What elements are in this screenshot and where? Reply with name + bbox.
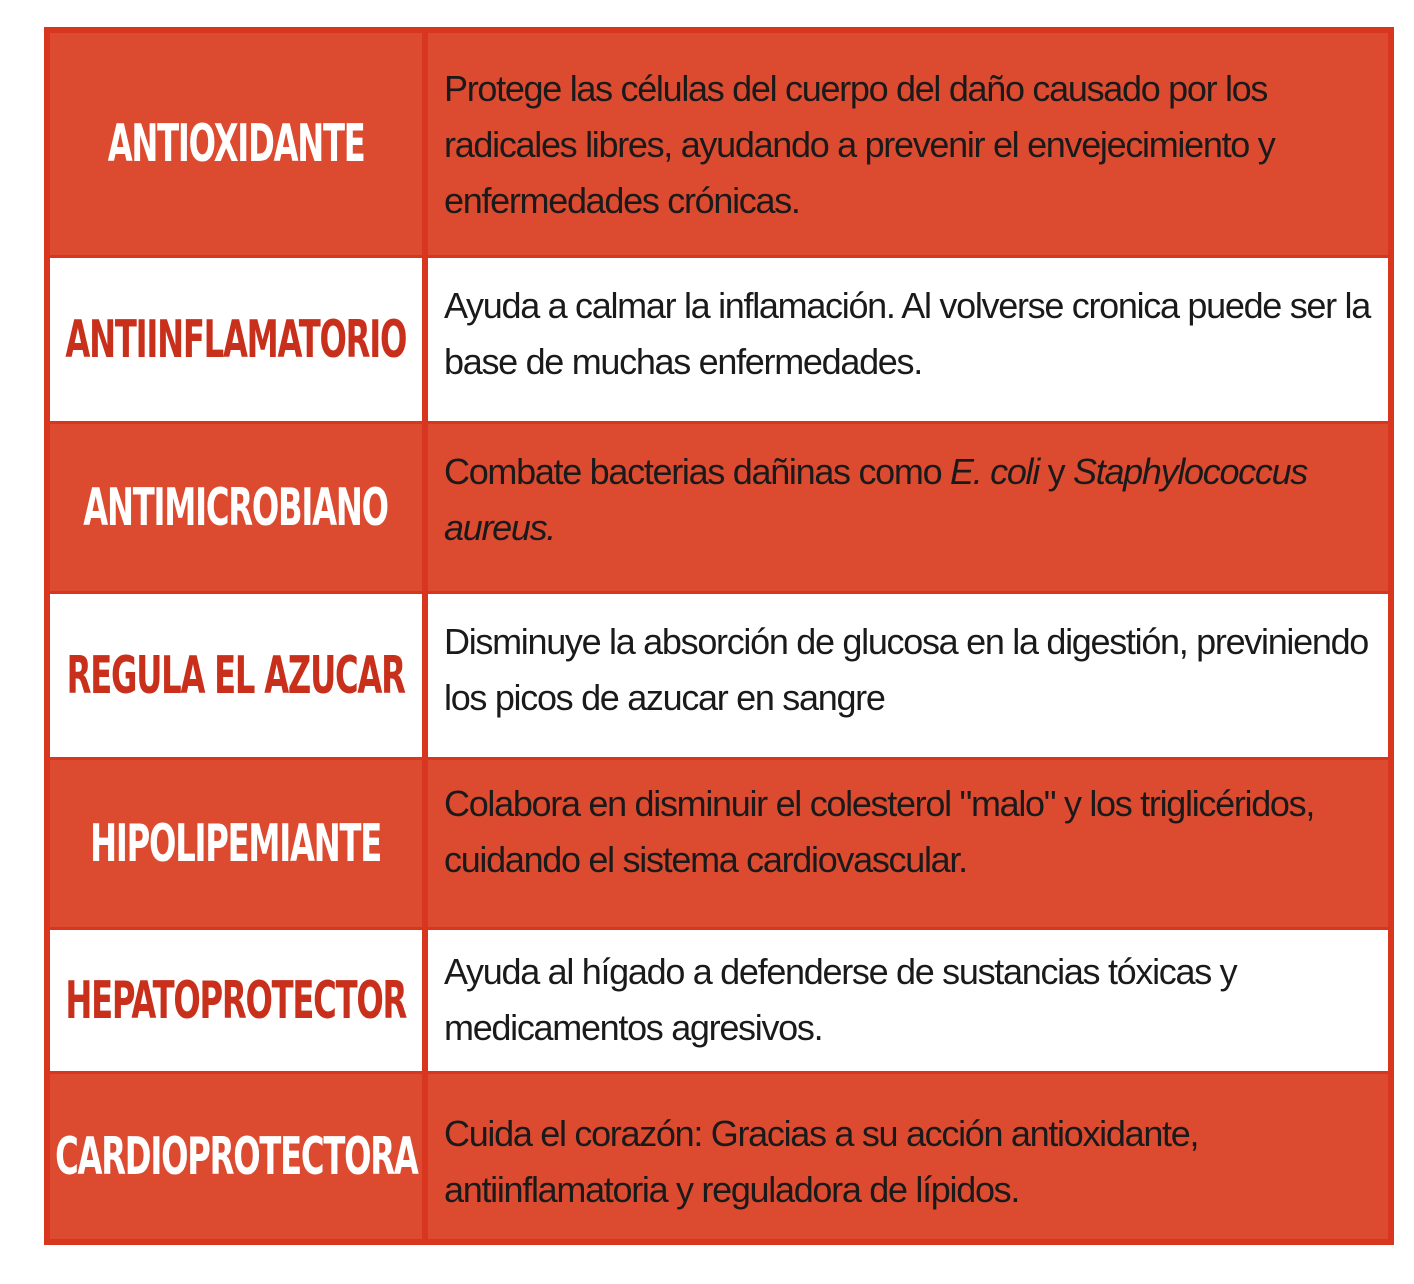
- term-cell: [50, 1074, 422, 1239]
- table-row-hipolipemiante: [50, 760, 1388, 927]
- term-cardioprotectora: CARDIOPROTECTORA: [54, 1126, 418, 1187]
- term-antiinflamatorio: ANTIINFLAMATORIO: [65, 309, 407, 370]
- term-hepatoprotector: HEPATOPROTECTOR: [65, 970, 407, 1031]
- description-regula-el-azucar: Disminuye la absorción de glucosa en la digestión, previniendo los picos de azucar en sangre: [444, 621, 1369, 718]
- table-row-antioxidante: [50, 33, 1388, 255]
- description-text: Combate bacterias dañinas como: [444, 451, 950, 492]
- description-hepatoprotector: Ayuda al hígado a defenderse de sustancias tóxicas y medicamentos agresivos.: [444, 951, 1237, 1048]
- term-antimicrobiano: ANTIMICROBIANO: [83, 477, 389, 538]
- description-antioxidante: Protege las células del cuerpo del daño causado por los radicales libres, ayudando a prevenir el envejecimiento y enfermedades crónicas.: [444, 68, 1275, 221]
- term-cell: [50, 760, 422, 927]
- description-text: y: [1038, 451, 1074, 492]
- term-cell: [50, 930, 422, 1071]
- term-cell: [50, 258, 422, 421]
- term-hipolipemiante: HIPOLIPEMIANTE: [90, 813, 382, 874]
- benefits-table: [44, 27, 1394, 1245]
- term-cell: [50, 424, 422, 591]
- term-cell: [50, 594, 422, 757]
- species-name-staphylococcus: Staphylococcus aureus.: [444, 451, 1307, 548]
- term-cell: [50, 33, 422, 255]
- species-name-ecoli: E. coli: [950, 451, 1039, 492]
- term-regula-el-azucar: REGULA EL AZUCAR: [66, 645, 406, 706]
- description-antimicrobiano: [428, 424, 1388, 591]
- description-cardioprotectora: Cuida el corazón: Gracias a su acción antioxidante, antiinflamatoria y reguladora de lípidos.: [444, 1113, 1199, 1210]
- table-row-cardioprotectora: [50, 1074, 1388, 1239]
- term-antioxidante: ANTIOXIDANTE: [107, 114, 365, 174]
- table-row-hepatoprotector: [50, 930, 1388, 1071]
- description-antiinflamatorio: Ayuda a calmar la inflamación. Al volverse cronica puede ser la base de muchas enfermedades.: [444, 285, 1370, 382]
- table-row-regula-el-azucar: [50, 594, 1388, 757]
- table-row-antiinflamatorio: [50, 258, 1388, 421]
- description-hipolipemiante: Colabora en disminuir el colesterol "malo" y los triglicéridos, cuidando el sistema cardiovascular.: [444, 783, 1315, 880]
- table-row-antimicrobiano: [50, 424, 1388, 591]
